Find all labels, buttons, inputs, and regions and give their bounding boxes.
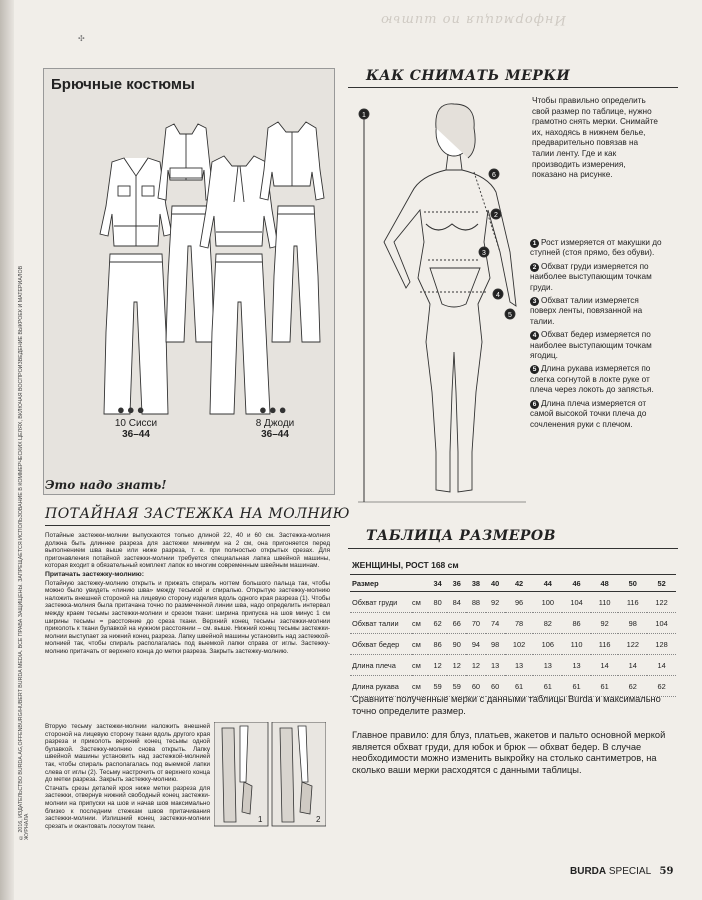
difficulty-dots: ●●● <box>117 402 147 417</box>
measure-item: 4 Обхват бедер измеряется по наиболее выступающим точкам ягодиц. <box>530 330 652 361</box>
zipper-paragraph-1: Потайную застежку-молнию открыть и прижать спираль ногтем большого пальца так, чтобы можно было увидеть «линию шва» между тесьмой и спиралью. Открытую застежку-молнию наложить внешней стороной на лицевую сторону изделия вдоль одного края разреза (1). Чтобы застежка-молния была притачана точно по размеченной линии шва, надо определить интервал между краем тесьмы застежки-молнии и срезом ткани: ширина припуска на шов минус 1 см ширины тесьмы = расстояние до среза ткани. Верхний конец тесьмы застежки-молнии приколоть к ткани булавкой на нужном расстоянии – см. выше. Нижний конец тесьмы застежки-молнии выступает за нижний конец разреза. Лапку швейной машины установить над застежкой-молнией так, чтобы спираль располагалась под выемкой лапки справа от иглы. Застежку-молнию притачать от верхнего конца до метки разреза. Закрыть застежку-молнию. <box>45 579 330 655</box>
size-cell: 46 <box>562 575 591 592</box>
footer-edition: SPECIAL <box>608 866 651 877</box>
margin-copyright: © 2016, ИЗДАТЕЛЬСТВО BURDA.AG,OFFENBURG/HUBERT BURDA MEDIA. ВСЕ ПРАВА ЗАЩИЩЕНЫ. ЗАПРЕЩАЕТСЯ ИСПОЛЬЗОВАНИЕ В КОММЕРЧЕСКИХ ЦЕЛЯХ, ВКЛЮЧАЯ ВОСПРОИЗВЕДЕНИЕ ВЫКРОЕК И МАТЕРИАЛОВ ЖУРНАЛА <box>18 265 30 840</box>
size-cell: 44 <box>533 575 562 592</box>
measure-item: 1 Рост измеряется от макушки до ступней (стоя прямо, без обуви). <box>530 238 662 258</box>
number-badge: 4 <box>530 331 539 340</box>
model-name: 8 Джоди <box>255 418 295 429</box>
heading-rule <box>45 525 330 526</box>
zipper-instructions <box>45 532 330 657</box>
size-cell: 42 <box>505 575 534 592</box>
step-label: 2 <box>316 815 321 824</box>
number-badge: 3 <box>530 297 539 306</box>
blouse-sissi-drawing <box>158 124 214 200</box>
page-footer <box>570 866 673 877</box>
trousers-jodi-back-drawing <box>272 206 320 342</box>
measure-item: 2 Обхват груди измеряется по наиболее выступающим точкам груди. <box>530 261 652 292</box>
svg-text:3: 3 <box>482 250 486 257</box>
note-heading: Это надо знать! <box>45 478 167 492</box>
svg-text:2: 2 <box>494 212 498 219</box>
size-cell: 40 <box>486 575 505 592</box>
step-label: 1 <box>258 815 263 824</box>
header-label: Размер <box>350 575 412 592</box>
corner-mark: ✣ <box>78 34 85 43</box>
size-cell: 34 <box>428 575 447 592</box>
technical-drawings <box>66 106 326 426</box>
measure-intro: Чтобы правильно определить свой размер по таблице, нужно грамотно снять мерки. Снимайте их, находясь в нижнем белье, предварительно повязав на талии ленту. Где и как производить измерения, показано на рисунке. <box>532 96 658 180</box>
size-header-row <box>350 575 676 592</box>
model-sizes: 36–44 <box>261 429 289 440</box>
size-cell: 52 <box>647 575 676 592</box>
size-cell: 38 <box>466 575 485 592</box>
number-badge: 1 <box>530 239 539 248</box>
trousers-sissi-drawing <box>104 254 168 414</box>
size-table-heading: ТАБЛИЦА РАЗМЕРОВ <box>366 528 556 544</box>
zipper-subheading: Притачать застежку-молнию: <box>45 570 144 578</box>
body-measurement-figure <box>350 92 540 512</box>
size-cell: 48 <box>591 575 618 592</box>
number-badge: 5 <box>530 365 539 374</box>
measure-item: 5 Длина рукава измеряется по слегка согнутой в локте руке от плеча через локоть до запястья. <box>530 364 654 395</box>
size-cell: 36 <box>447 575 466 592</box>
heading-rule <box>348 87 678 88</box>
measure-item: 3 Обхват талии измеряется поверх ленты, повязанной на талии. <box>530 296 643 326</box>
pant-suits-title: Брючные костюмы <box>51 76 195 93</box>
svg-text:5: 5 <box>508 312 512 319</box>
size-table <box>350 574 676 697</box>
svg-text:1: 1 <box>362 112 366 119</box>
measure-item: 6 Длина плеча измеряется от самой высокой точки плеча до сочленения руки с плечом. <box>530 398 647 429</box>
table-row: Обхват груди см 80 84 88 92 96 100 104 110 116 122 <box>350 592 676 613</box>
number-badge: 6 <box>530 400 539 409</box>
zipper-step-illustrations <box>214 722 326 828</box>
main-rule-text: Главное правило: для блуз, платьев, жакетов и пальто основной меркой является обхват груди, для юбок и брюк — обхват бедер. В случае необходимости можно изменить выкройку на столько сантиметров, на сколько ваши мерки расходятся с данными таблицы. <box>352 730 666 775</box>
show-through-header: Информация по шитью <box>380 12 566 27</box>
size-cell: 50 <box>618 575 647 592</box>
compare-text: Сравните полученные мерки с данными таблицы Burda и максимально точно определите размер. <box>352 694 661 716</box>
table-row: Длина рукава см 59 59 60 60 61 61 61 61 62 62 <box>350 676 676 697</box>
zipper-paragraph-2: Вторую тесьму застежки-молнии наложить внешней стороной на лицевую сторону ткани вдоль другого края разреза и приколоть верхний конец тесьмы одной булавкой. Застежку-молнию снова открыть. Лапку швейной машины установить над застежкой-молнией так, чтобы спираль располагалась под выемкой лапки слева от иглы (2). Тесьму настрочить от верхнего конца до метки разреза. Закрыть застежку-молнию. <box>45 723 210 784</box>
heading-rule <box>348 548 678 549</box>
svg-text:6: 6 <box>492 172 496 179</box>
binding-shadow <box>0 0 14 900</box>
table-row: Обхват бедер см 86 90 94 98 102 106 110 116 122 128 <box>350 634 676 655</box>
model-name: 10 Сисси <box>114 418 158 429</box>
zipper-heading: ПОТАЙНАЯ ЗАСТЕЖКА НА МОЛНИЮ <box>45 506 350 522</box>
model-caption <box>235 418 315 440</box>
measure-list <box>530 238 664 433</box>
size-table-subtitle: ЖЕНЩИНЫ, РОСТ 168 см <box>352 560 459 570</box>
trousers-jodi-drawing <box>210 254 270 414</box>
footer-brand: BURDA <box>570 866 607 877</box>
zipper-instructions-2 <box>45 723 210 831</box>
zipper-paragraph-3: Стачать срезы деталей кроя ниже метки разреза для застежки, отвернув нижний свободный конец застежки-молнии на припуски на шов и начав шов максимально близко к последним стежкам швов притачивания застежки-молнии. Излишний конец застежки-молнии срезать и окантовать лоскутом ткани. <box>45 784 210 830</box>
model-sizes: 36–44 <box>122 429 150 440</box>
table-row: Обхват талии см 62 66 70 74 78 82 86 92 98 104 <box>350 613 676 634</box>
difficulty-dots: ●●● <box>259 402 289 417</box>
blouse-jodi-drawing <box>260 122 324 200</box>
measure-heading: КАК СНИМАТЬ МЕРКИ <box>366 68 571 84</box>
number-badge: 2 <box>530 263 539 272</box>
svg-text:4: 4 <box>496 292 500 299</box>
zipper-intro: Потайные застежки-молнии выпускаются только длиной 22, 40 и 60 см. Застежка-молния должна быть длиннее разреза для застежки минимум на 2 см, она пригоняется перед выполнением шва выше или ниже разреза, т. е. при полностью открытых срезах. Для пригонавления потайной застежки-молнии требуется специальная лапка швейной машины, которая входит в обязательный комплект лапок ко многим современным швейным машинам. <box>45 532 330 570</box>
page-number: 59 <box>659 866 674 877</box>
table-row: Длина плеча см 12 12 12 13 13 13 13 14 14 14 <box>350 655 676 676</box>
model-caption <box>96 418 176 440</box>
